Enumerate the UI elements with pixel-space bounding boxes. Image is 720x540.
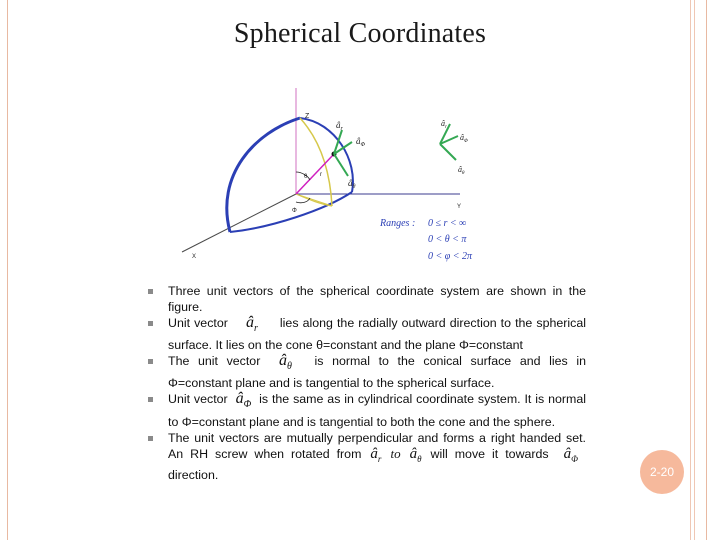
spherical-coordinates-figure <box>160 80 600 280</box>
frame-line <box>690 0 691 540</box>
bullet-item: The unit vectors are mutually perpendicular and forms a right handed set. An RH screw when rotated from $â_r$ to $â_\theta$ will move it towards $â_\Phi$ direction. <box>146 430 586 483</box>
axis-z-label: Z <box>305 113 310 120</box>
slide-title: Spherical Coordinates <box>233 18 487 49</box>
atheta-vector-label: $â_\theta$ <box>348 178 356 190</box>
phi-label: Φ <box>292 208 297 214</box>
range-r: 0 ≤ r < ∞ <box>428 218 467 229</box>
bullet-item: The unit vector $â_\theta$ is normal to the conical surface and lies in Φ=constant plane and is tangential to the spherical surface. <box>146 353 586 391</box>
triad-aphi-label: $â_\Phi$ <box>460 133 468 144</box>
aphi-vector-label: $â_\Phi$ <box>356 136 366 148</box>
frame-line <box>694 0 695 540</box>
aphi-symbol: $â_\Phi$ <box>235 390 252 411</box>
ar-vector-label: $â_r$ <box>336 120 343 132</box>
axis-x-label: X <box>192 254 197 260</box>
aphi-symbol: $â_\Phi$ <box>563 445 579 464</box>
ar-symbol: $â_r$ <box>370 445 382 464</box>
triad-atheta-label: $â_\theta$ <box>458 165 465 176</box>
page-number-badge: 2-20 <box>640 450 684 494</box>
ranges-label: Ranges : <box>380 218 416 229</box>
range-theta: 0 < θ < π <box>428 234 467 245</box>
ar-symbol: $â_r$ <box>245 314 258 335</box>
bullet-item: Unit vector $â_\Phi$ is the same as in cylindrical coordinate system. It is normal to Φ=constant plane and is tangential to both the cone and the sphere. <box>146 391 586 429</box>
bullet-item: Unit vector $â_r$ lies along the radially outward direction to the spherical surface. It lies on the cone θ=constant and the plane Φ=constant <box>146 315 586 353</box>
bullet-item: Three unit vectors of the spherical coordinate system are shown in the figure. <box>146 283 586 315</box>
axis-y-label: Y <box>457 204 462 210</box>
theta-label: θ <box>304 174 308 180</box>
radius-label: r <box>320 172 322 178</box>
atheta-symbol: $â_\theta$ <box>409 445 422 464</box>
range-phi: 0 < φ < 2π <box>428 251 473 262</box>
atheta-symbol: $â_\theta$ <box>278 352 292 373</box>
triad-ar-label: $â_r$ <box>441 119 447 130</box>
bullet-list <box>146 283 586 483</box>
